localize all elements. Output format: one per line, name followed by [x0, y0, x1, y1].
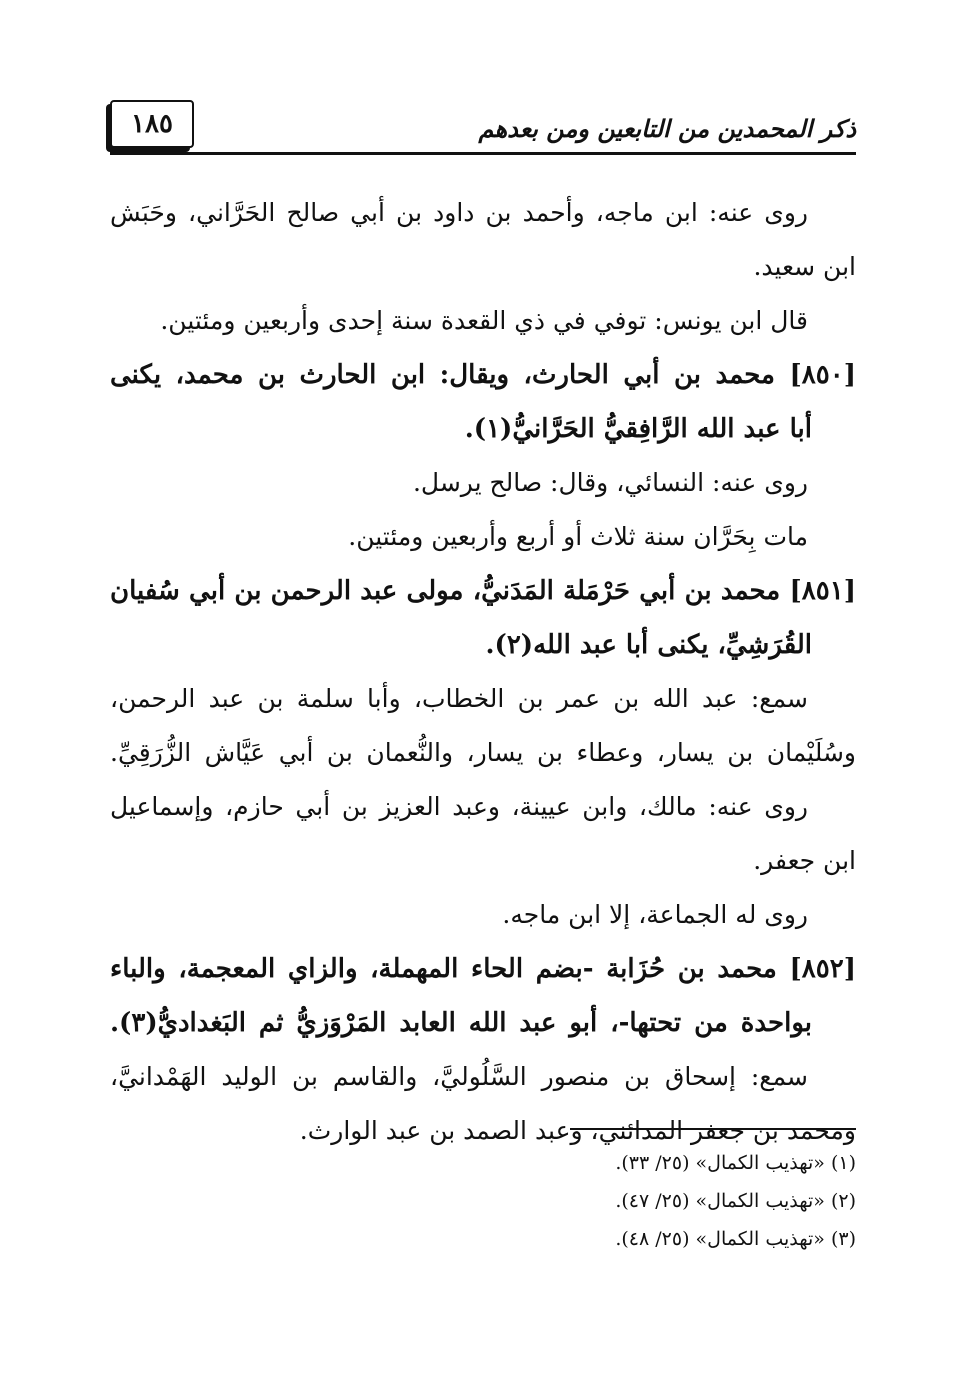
text-line: سمع: إسحاق بن منصور السَّلُوليَّ، والقاسم بن الوليد الهَمْدانيَّ،	[110, 1062, 808, 1091]
text-line: قال ابن يونس: توفي في ذي القعدة سنة إحدى وأربعين ومئتين.	[160, 306, 808, 335]
text-line: ومحمد بن جعفر المدائني، وعبد الصمد بن عبد الوارث.	[299, 1116, 856, 1145]
entry-heading-line: [٨٥٢] محمد بن حُزَابة -بضم الحاء المهملة، والزاي المعجمة، والباء	[110, 954, 856, 984]
footnote-divider	[570, 1128, 856, 1130]
running-title: ذكر المحمدين من التابعين ومن بعدهم	[478, 114, 856, 143]
page-number: ١٨٥	[131, 109, 173, 139]
text-line: روى عنه: مالك، وابن عيينة، وعبد العزيز بن أبي حازم، وإسماعيل	[110, 792, 808, 821]
text-line: مات بِحَرَّان سنة ثلاث أو أربع وأربعين ومئتين.	[348, 522, 808, 551]
footnote: (٢) «تهذيب الكمال» (٢٥/ ٤٧).	[615, 1190, 856, 1212]
entry-heading-line: بواحدة من تحتها-، أبو عبد الله العابد المَرْوَزيُّ ثم البَغداديُّ(٣).	[110, 1008, 812, 1038]
footnote: (٣) «تهذيب الكمال» (٢٥/ ٤٨).	[615, 1228, 856, 1250]
entry-heading-line: [٨٥١] محمد بن أبي حَرْمَلة المَدَنيُّ، مولى عبد الرحمن بن أبي سُفيان	[110, 576, 856, 606]
entry-heading-line: [٨٥٠] محمد بن أبي الحارث، ويقال: ابن الحارث بن محمد، يكنى	[110, 360, 856, 390]
entry-heading-line: أبا عبد الله الرَّافِقيُّ الحَرَّانيُّ(١).	[464, 414, 812, 444]
text-line: ابن سعيد.	[753, 252, 856, 281]
text-line: روى عنه: ابن ماجه، وأحمد بن داود بن أبي صالح الحَرَّاني، وحَبَش	[110, 198, 808, 227]
footnotes	[110, 1144, 856, 1258]
text-line: ابن جعفر.	[753, 846, 856, 875]
text-line: روى له الجماعة، إلا ابن ماجه.	[502, 900, 808, 929]
text-line: روى عنه: النسائي، وقال: صالح يرسل.	[412, 468, 808, 497]
body-text	[110, 186, 856, 1158]
page-header	[110, 100, 856, 155]
page-number-box	[110, 100, 194, 148]
entry-heading-line: القُرَشِيِّ، يكنى أبا عبد الله(٢).	[485, 630, 812, 660]
footnote: (١) «تهذيب الكمال» (٢٥/ ٣٣).	[615, 1152, 856, 1174]
text-line: وسُلَيْمان بن يسار، وعطاء بن يسار، والنُّعمان بن أبي عَيَّاش الزُّرَقِيِّ.	[110, 738, 856, 767]
text-line: سمع: عبد الله بن عمر بن الخطاب، وأبا سلمة بن عبد الرحمن،	[110, 684, 808, 713]
